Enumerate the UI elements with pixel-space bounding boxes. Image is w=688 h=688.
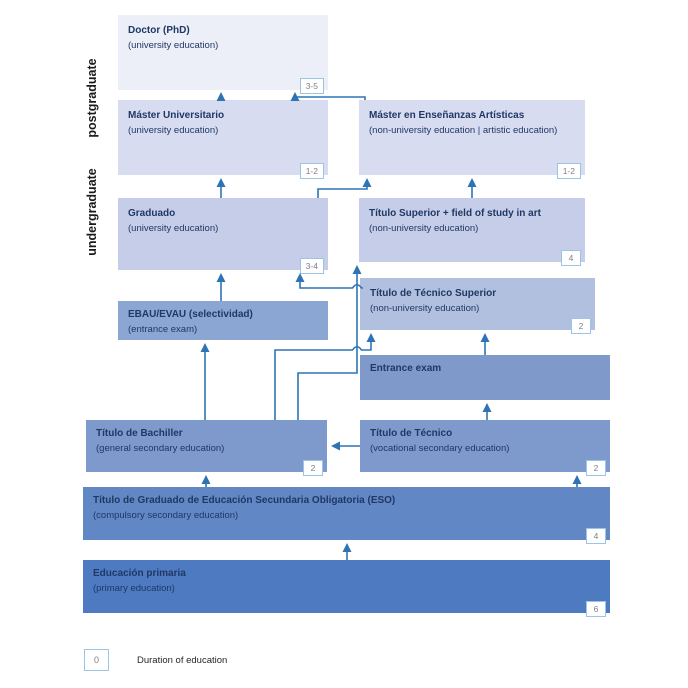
box-subtitle: (vocational secondary education)	[370, 442, 510, 454]
box-title: Graduado	[128, 208, 176, 219]
legend	[84, 649, 227, 671]
box-subtitle: (general secondary education)	[96, 442, 225, 454]
box-educacion-primaria	[83, 560, 610, 613]
box-master-universitario	[118, 100, 328, 175]
postgraduate-label: postgraduate	[85, 58, 99, 138]
arrow-graduado-to-master-art	[318, 180, 367, 198]
box-graduado	[118, 198, 328, 270]
duration-badge: 2	[571, 318, 591, 335]
box-title: Título de Técnico Superior	[370, 288, 497, 299]
duration-badge: 4	[586, 528, 606, 545]
box-title: EBAU/EVAU (selectividad)	[128, 309, 253, 320]
box-subtitle: (non-university education | artistic education)	[369, 124, 558, 136]
duration-badge: 6	[586, 601, 606, 618]
box-title: Máster Universitario	[128, 110, 225, 121]
box-titulo-superior	[359, 198, 585, 262]
box-title: Doctor (PhD)	[128, 25, 190, 36]
duration-badge: 3-4	[300, 258, 324, 275]
legend-duration-label: Duration of education	[137, 654, 228, 666]
arrow-bachiller-to-tecnico-sup	[275, 335, 371, 420]
duration-badge: 4	[561, 250, 581, 267]
box-subtitle: (non-university education)	[370, 302, 480, 314]
box-titulo-de-tecnico	[360, 420, 610, 472]
box-subtitle: (primary education)	[93, 582, 175, 594]
box-subtitle: (non-university education)	[369, 222, 479, 234]
box-eso	[83, 487, 610, 540]
box-title: Máster en Enseñanzas Artísticas	[369, 110, 525, 121]
box-subtitle: (university education)	[128, 39, 219, 51]
box-title: Título de Bachiller	[96, 428, 183, 439]
box-subtitle: (university education)	[128, 124, 219, 136]
box-title: Título de Graduado de Educación Secundaria Obligatoria (ESO)	[93, 495, 396, 506]
box-subtitle: (university education)	[128, 222, 219, 234]
arrow-bachiller-to-titulo-sup	[298, 267, 357, 420]
box-title: Entrance exam	[370, 363, 442, 374]
duration-badge: 1-2	[300, 163, 324, 180]
box-subtitle: (entrance exam)	[128, 323, 198, 335]
box-doctor	[118, 15, 328, 90]
box-title: Educación primaria	[93, 568, 186, 579]
duration-badge: 2	[303, 460, 323, 477]
box-entrance-exam	[360, 355, 610, 400]
duration-badge: 2	[586, 460, 606, 477]
box-title: Título de Técnico	[370, 428, 453, 439]
box-subtitle: (compulsory secondary education)	[93, 509, 239, 521]
undergraduate-label: undergraduate	[85, 168, 99, 256]
duration-badge: 1-2	[557, 163, 581, 180]
box-master-ensenanzas-artisticas	[359, 100, 585, 175]
box-tecnico-superior	[360, 278, 595, 330]
box-ebau-evau	[118, 301, 328, 340]
box-title: Título Superior + field of study in art	[369, 208, 541, 219]
box-titulo-de-bachiller	[86, 420, 327, 472]
arrow-tecnico-sup-to-graduado	[300, 275, 363, 288]
duration-badge: 3-5	[300, 78, 324, 95]
legend-duration-symbol: 0	[84, 649, 109, 671]
